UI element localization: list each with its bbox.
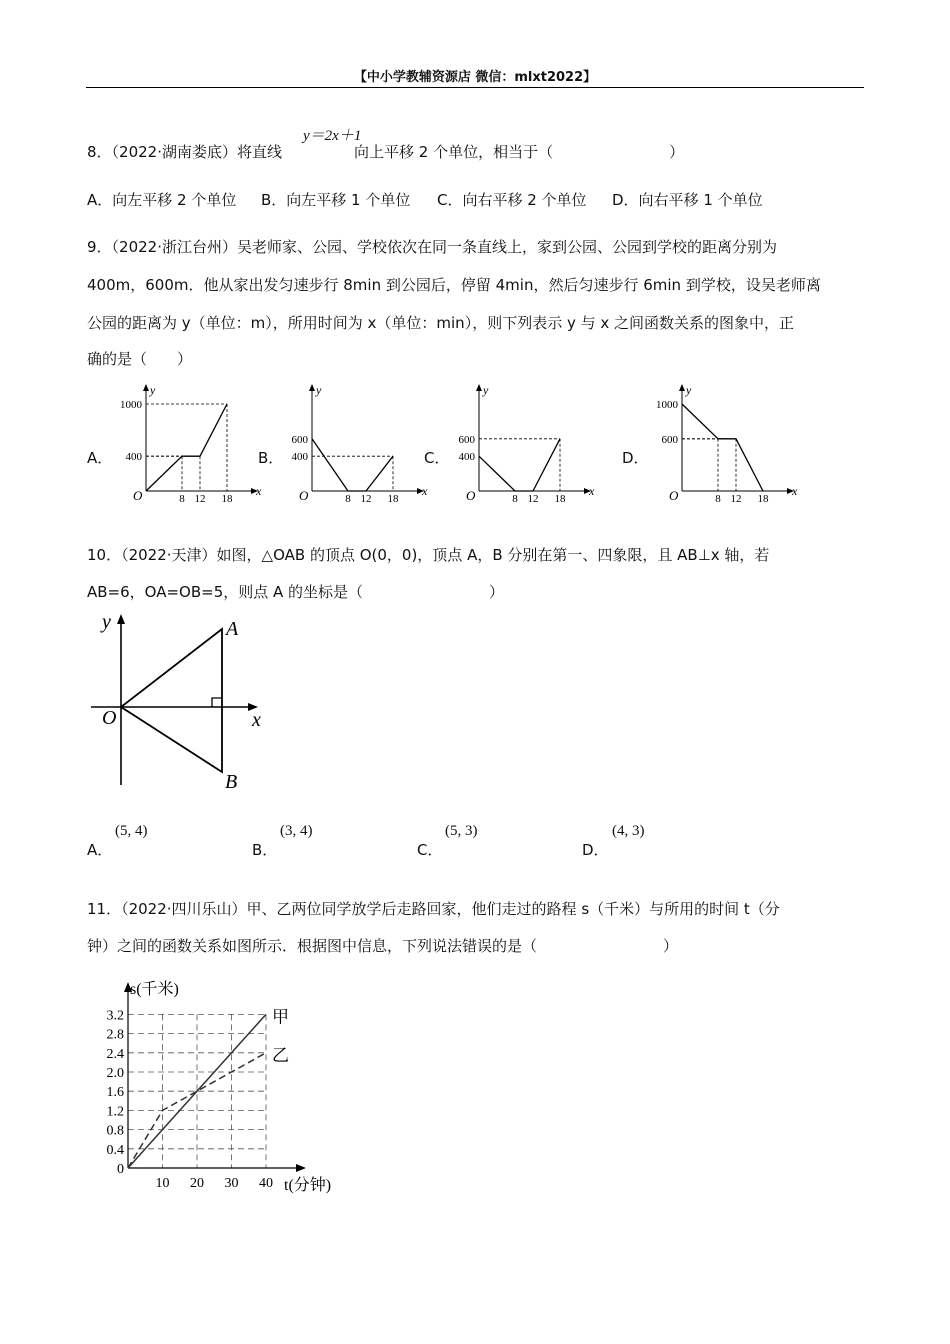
q9-option-c[interactable]: C． [424, 449, 450, 467]
q11-text-1: 甲、乙两位同学放学后走路回家，他们走过的路程 s（千米）与所用的时间 t（分 [246, 900, 780, 918]
q11-y-tick-label-6: 0.8 [106, 1123, 124, 1139]
q8-stem-a: 将直线 [237, 143, 283, 161]
q11-y-tick-label-2: 2.4 [106, 1046, 124, 1062]
q9-graph-a-y-tick-label-0: 1000 [120, 399, 142, 411]
q11-blank-end: ） [663, 937, 679, 955]
q10-option-b-label[interactable]: B． [252, 841, 278, 859]
q11-x-tick-label-3: 40 [259, 1176, 273, 1191]
q9-source: （2022·浙江台州） [111, 238, 237, 256]
q9-graph-b-label-x: x [422, 484, 428, 498]
q11-line-2 [87, 935, 678, 956]
q9-graph-b-label-o: O [299, 488, 309, 503]
q11-y-tick-label-4: 1.6 [106, 1085, 124, 1101]
q9-graph-b-label-y: y [316, 383, 322, 397]
q11-x-tick-label-1: 20 [190, 1176, 204, 1191]
q9-line-1 [87, 236, 777, 257]
q9-line-2: 400m，600m．他从家出发匀速步行 8min 到公园后，停留 4min，然后匀速步行 6min 到学校，设吴老师离 [87, 276, 821, 294]
q10-option-d-value[interactable]: (4, 3) [612, 823, 645, 839]
q9-text-1: 吴老师家、公园、学校依次在同一条直线上，家到公园、公园到学校的距离分别为 [237, 238, 778, 256]
q11-x-tick-label-0: 10 [155, 1176, 170, 1191]
q8-stem [87, 141, 684, 162]
q10-option-d-label[interactable]: D． [582, 841, 609, 859]
q9-graph-b-x-tick-label-1: 12 [360, 493, 372, 505]
q8-source: （2022·湖南娄底） [111, 143, 237, 161]
q9-graph-c-label-o: O [466, 488, 476, 503]
q10-text-2: AB=6，OA=OB=5，则点 A 的坐标是（ [87, 583, 364, 601]
q9-graph-c [437, 378, 597, 503]
q10-right-angle-mark [212, 698, 222, 707]
q11-text-2: 钟）之间的函数关系如图所示．根据图中信息，下列说法错误的是（ [87, 937, 538, 955]
q9-option-d[interactable]: D． [622, 449, 649, 467]
q9-graph-d-x-tick-label-1: 12 [730, 493, 742, 505]
q10-line-2 [87, 581, 504, 602]
q10-option-a-value[interactable]: (5, 4) [115, 823, 148, 839]
q9-graph-c-label-x: x [589, 484, 595, 498]
q10-y-arrow [117, 614, 125, 624]
q9-graph-c-y-tick-label-0: 600 [458, 433, 475, 446]
q9-graph-b-y-tick-label-0: 600 [291, 433, 308, 446]
header-rule [86, 87, 864, 88]
q11-line-1 [87, 898, 780, 919]
q9-option-b[interactable]: B． [258, 449, 284, 467]
q10-blank-end: ） [489, 583, 505, 601]
q10-number: 10． [87, 546, 122, 564]
q9-graph-a-label-x: x [256, 484, 262, 498]
q9-graph-b-y-tick-label-1: 400 [291, 451, 308, 464]
q8-option-b[interactable]: B．向左平移 1 个单位 [261, 191, 411, 209]
q11-number: 11． [87, 900, 122, 918]
q11-y-tick-label-3: 2.0 [106, 1066, 124, 1081]
q9-graph-a-label-o: O [133, 488, 143, 503]
q9-number: 9． [87, 238, 112, 256]
q9-graph-b [270, 378, 430, 503]
q10-label-x: x [252, 709, 261, 731]
q9-graph-c-y-arrow [476, 384, 482, 391]
q9-graph-c-y-tick-label-1: 400 [458, 451, 475, 464]
q10-label-y: y [102, 611, 111, 633]
q9-graph-d-label-o: O [669, 488, 679, 503]
q11-y-axis-label: s(千米) [130, 981, 179, 998]
q10-text-1: 如图，△OAB 的顶点 O(0，0)，顶点 A，B 分别在第一、四象限，且 AB⊥x 轴，若 [216, 546, 770, 564]
q11-x-axis-label: t(分钟) [284, 1177, 332, 1194]
q11-y-tick-label-8: 0 [117, 1162, 124, 1177]
q9-graph-a-label-y: y [150, 383, 156, 397]
q9-option-a[interactable]: A． [87, 449, 113, 467]
q9-graph-c-label-y: y [483, 383, 489, 397]
q9-graph-a-y-tick-label-1: 400 [125, 451, 142, 464]
q9-graph-d-label-x: x [792, 484, 798, 498]
q9-line-4: 确的是（ ） [87, 350, 193, 368]
q9-graph-c-x-tick-label-1: 12 [527, 493, 539, 505]
q10-label-a: A [226, 618, 239, 640]
q9-graph-a-function-line [146, 404, 227, 491]
q11-series-label-0: 甲 [272, 1007, 289, 1027]
q8-option-a[interactable]: A．向左平移 2 个单位 [87, 191, 237, 209]
q8-formula: y＝2x＋1 [303, 128, 362, 144]
q9-graph-a-x-tick-label-1: 12 [194, 493, 206, 505]
q11-x-arrow [296, 1164, 306, 1172]
q9-graph-d [640, 378, 800, 503]
q9-graph-b-x-tick-label-0: 8 [345, 493, 351, 505]
q10-option-a-label[interactable]: A． [87, 841, 113, 859]
q11-y-tick-label-1: 2.8 [106, 1027, 124, 1043]
q9-graph-b-y-arrow [309, 384, 315, 391]
q10-option-c-label[interactable]: C． [417, 841, 443, 859]
q10-triangle-figure [88, 610, 278, 795]
q9-graph-d-y-tick-label-1: 600 [661, 433, 678, 446]
q9-graph-a-x-tick-label-2: 18 [221, 493, 233, 505]
q9-graph-d-x-tick-label-2: 18 [757, 493, 769, 505]
q9-graph-d-y-arrow [679, 384, 685, 391]
q9-graph-b-function-line [312, 439, 393, 491]
q10-option-b-value[interactable]: (3, 4) [280, 823, 313, 839]
q10-label-o: O [102, 707, 117, 729]
q10-triangle-oab [121, 629, 222, 772]
q9-graph-c-function-line [479, 439, 560, 491]
q9-graph-a-x-tick-label-0: 8 [179, 493, 185, 505]
q10-label-b: B [225, 771, 238, 793]
q11-distance-time-chart [90, 972, 350, 1207]
q8-stem-b: 向上平移 2 个单位，相当于（ [354, 143, 554, 161]
q11-y-tick-label-0: 3.2 [106, 1008, 124, 1024]
q9-graph-c-x-tick-label-0: 8 [512, 493, 518, 505]
q11-source: （2022·四川乐山） [121, 900, 247, 918]
q10-source: （2022·天津） [121, 546, 217, 564]
page-header: 【中小学教辅资源店 微信：mlxt2022】 [353, 70, 597, 85]
q8-blank-end: ） [669, 143, 685, 161]
q8-number: 8． [87, 143, 112, 161]
q9-graph-c-x-tick-label-2: 18 [554, 493, 566, 505]
q11-x-tick-label-2: 30 [224, 1176, 239, 1191]
q8-option-d[interactable]: D．向右平移 1 个单位 [612, 191, 763, 209]
q9-graph-d-function-line [682, 404, 763, 491]
q9-graph-d-label-y: y [686, 383, 692, 397]
q9-line-3: 公园的距离为 y（单位：m），所用时间为 x（单位：min），则下列表示 y 与 x 之间函数关系的图象中，正 [87, 314, 795, 332]
q11-y-tick-label-7: 0.4 [106, 1142, 124, 1158]
q11-y-tick-label-5: 1.2 [106, 1104, 124, 1120]
q10-line-1 [87, 544, 769, 565]
q11-series-label-1: 乙 [272, 1045, 289, 1065]
q9-graph-b-x-tick-label-2: 18 [387, 493, 399, 505]
q9-graph-d-y-tick-label-0: 1000 [656, 399, 678, 411]
q8-option-c[interactable]: C．向右平移 2 个单位 [437, 191, 587, 209]
q10-option-c-value[interactable]: (5, 3) [445, 823, 478, 839]
q9-graph-d-x-tick-label-0: 8 [715, 493, 721, 505]
q9-graph-a-y-arrow [143, 384, 149, 391]
q9-graph-a [104, 378, 264, 503]
